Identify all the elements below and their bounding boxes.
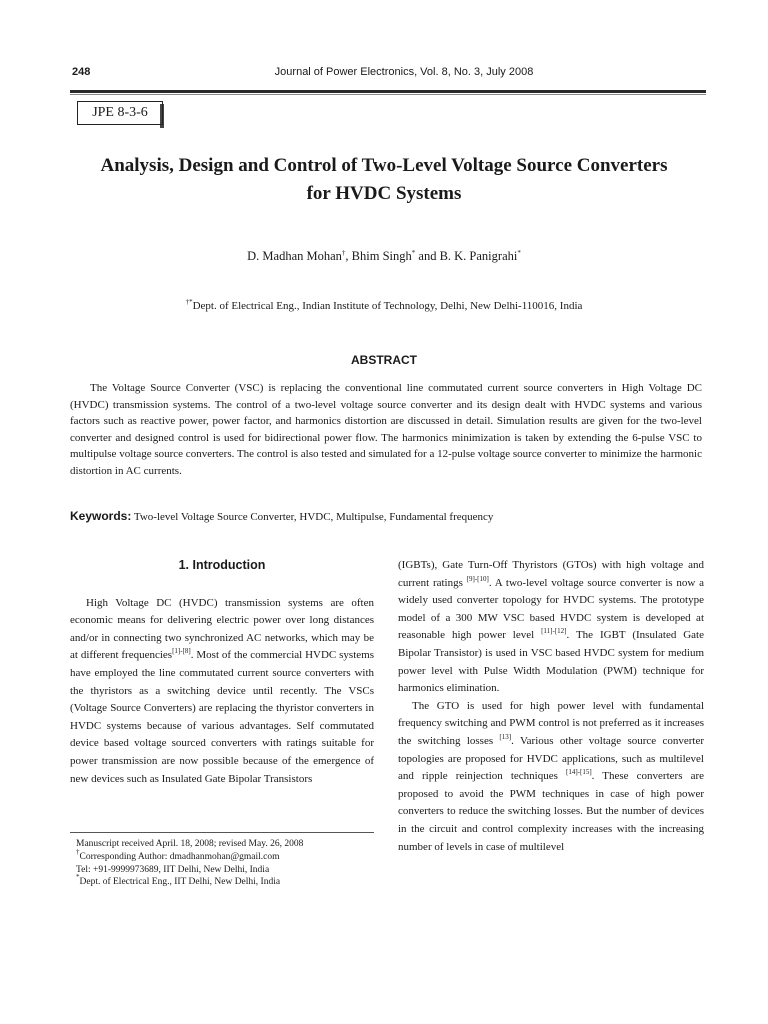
- page-number: 248: [72, 66, 91, 78]
- author-3: and B. K. Panigrahi: [415, 249, 518, 263]
- author-1-mark: †: [341, 249, 346, 257]
- right-paragraph-2: [398, 698, 704, 856]
- header-rule: [70, 90, 706, 93]
- right-p2-text-b: . Various other voltage source converter topologies are proposed for HVDC applications, such as multilevel and ripple reinjection techniques: [398, 734, 705, 783]
- footnotes: [70, 838, 374, 889]
- footnote-dept-text: Dept. of Electrical Eng., IIT Delhi, New Delhi, India: [79, 877, 281, 888]
- citation: [13]: [499, 732, 512, 741]
- keywords-label: Keywords:: [70, 509, 132, 523]
- right-p1-text-c: . The IGBT (Insulated Gate Bipolar Transistor) is used in VSC based HVDC system for medium power level with Pulse Width Modulation (PWM) technique for harmonics elimination.: [398, 629, 704, 695]
- abstract-heading: ABSTRACT: [351, 353, 417, 367]
- footnote-corresponding-text: Corresponding Author: dmadhanmohan@gmail.com: [79, 851, 280, 862]
- right-column: [398, 557, 704, 856]
- footnote-tel: Tel: +91-9999973689, IIT Delhi, New Delhi, India: [76, 864, 270, 875]
- affiliation-mark: †*: [185, 298, 193, 306]
- title-line-2: for HVDC Systems: [306, 183, 462, 204]
- citation: [9]-[10]: [466, 574, 489, 583]
- right-p2-text-a: The GTO is used for high power level with fundamental frequency switching and PWM control is not preferred as it increases the switching losses: [398, 699, 704, 747]
- citation: [11]-[12]: [541, 627, 567, 636]
- author-1: D. Madhan Mohan: [247, 249, 342, 263]
- section-heading-introduction: 1. Introduction: [178, 558, 266, 572]
- footnote-mark: *: [76, 873, 80, 882]
- footnote-rule: [70, 832, 374, 833]
- intro-p1-text-a: High Voltage DC (HVDC) transmission systems are often economic means for delivering electric power over long distances and/or in connecting two synchronized AC networks, which may be at different frequencies: [70, 596, 374, 662]
- paper-title: [40, 152, 728, 208]
- intro-paragraph-1: [70, 595, 374, 789]
- author-2-mark: *: [411, 249, 416, 257]
- footnote-mark: †: [76, 847, 80, 856]
- keywords: [70, 509, 493, 523]
- title-line-1: Analysis, Design and Control of Two-Level Voltage Source Converters: [100, 155, 668, 176]
- intro-p1-text-b: . Most of the commercial HVDC systems have employed the line commutated current source converters with the thyristors as a switching device until recently. The VSCs (Voltage Source Converters) are replacing the thyristor converters in HVDC systems because of various advantages. Self commutated device based voltage sourced converters with ratings suitable for power transmission are now possible because of the emergence of new devices such as Insulated Gate Bipolar Transistors: [70, 649, 374, 785]
- footnote-manuscript: Manuscript received April. 18, 2008; revised May. 26, 2008: [76, 839, 304, 849]
- right-p1-text-a: (IGBTs), Gate Turn-Off Thyristors (GTOs) with high voltage and current ratings: [398, 559, 704, 589]
- keywords-text: Two-level Voltage Source Converter, HVDC, Multipulse, Fundamental frequency: [131, 511, 494, 523]
- header-rule-thin: [70, 94, 706, 95]
- footnote-dept: [70, 873, 374, 889]
- citation: [1]-[8]: [172, 647, 191, 656]
- affiliation-text: Dept. of Electrical Eng., Indian Institute of Technology, Delhi, New Delhi-110016, India: [192, 300, 583, 312]
- left-column: [70, 557, 374, 788]
- author-2: , Bhim Singh: [345, 249, 412, 263]
- abstract-text: The Voltage Source Converter (VSC) is replacing the conventional line commutated current source converters in High Voltage DC (HVDC) transmission systems. The control of a two-level voltage source converter and its design dealt with HVDC systems and various factors such as reactive power, power factor, and harmonics distortion are discussed in detail. Simulation results are given for the two-level converter and designed control is used for bidirectional power flow. The harmonics minimization is taken by extending the 6-pulse VSC to multipulse voltage source converters. The control is also tested and simulated for a 12-pulse voltage source converter to minimize the harmonic distortion in AC currents.: [70, 382, 702, 477]
- author-3-mark: *: [517, 249, 521, 257]
- right-p2-text-c: . These converters are proposed to avoid the PWM techniques in case of high power converters to reduce the switching losses. But the number of devices in the circuit and control complexity increases with the increasing number of levels in case of multilevel: [398, 770, 704, 853]
- footnote-corresponding: [70, 847, 374, 864]
- author-list: [0, 249, 768, 264]
- citation: [14]-[15]: [566, 768, 592, 777]
- paper-id-box: JPE 8-3-6: [77, 101, 163, 125]
- journal-header: Journal of Power Electronics, Vol. 8, No. 3, July 2008: [274, 66, 534, 78]
- right-paragraph-1: [398, 557, 704, 698]
- right-p1-text-b: . A two-level voltage source converter is now a widely used converter topology for HVDC systems. The prototype model of a 300 MW VSC based HVDC system is developed at reasonable high power level: [398, 576, 704, 642]
- affiliation: [0, 300, 768, 312]
